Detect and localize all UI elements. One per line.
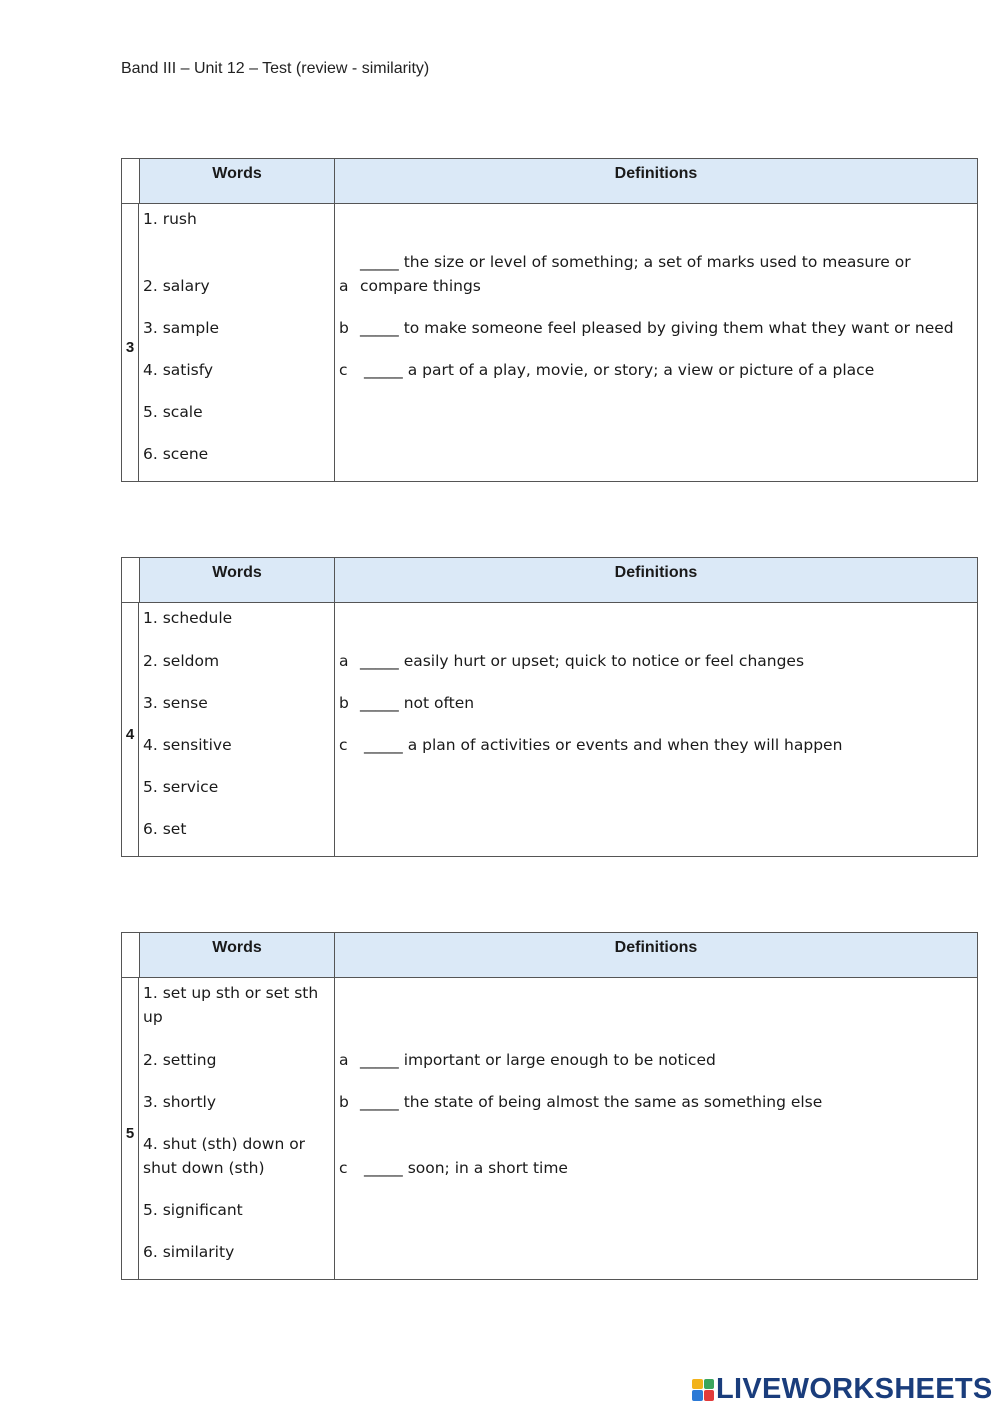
- definition-letter: b: [339, 319, 349, 337]
- exercise-table-4: [121, 557, 978, 857]
- word-item: 5. scale: [143, 403, 203, 421]
- definition-text: to make someone feel pleased by giving them what they want or need: [403, 319, 954, 337]
- definition-text: important or large enough to be noticed: [403, 1051, 716, 1069]
- logo-square: [704, 1379, 715, 1390]
- words-header: Words: [140, 558, 335, 602]
- word-item: 5. service: [143, 778, 219, 796]
- definition-letter: c: [339, 361, 348, 379]
- words-column: [139, 603, 335, 857]
- word-item: 6. set: [143, 820, 187, 838]
- header-number-cell: [122, 159, 140, 203]
- definition-item: [339, 649, 969, 673]
- answer-blank[interactable]: _____: [360, 253, 399, 271]
- word-item: 6. similarity: [143, 1243, 235, 1261]
- word-item: 2. salary: [143, 277, 210, 295]
- definition-item: [339, 358, 969, 382]
- header-number-cell: [122, 558, 140, 602]
- logo-square: [692, 1379, 703, 1390]
- answer-blank[interactable]: _____: [364, 1159, 403, 1177]
- answer-blank[interactable]: _____: [364, 736, 403, 754]
- exercise-number: 4: [122, 603, 139, 857]
- answer-blank[interactable]: _____: [364, 361, 403, 379]
- definition-item: [339, 250, 969, 298]
- table-body: [122, 204, 977, 482]
- words-column: [139, 204, 335, 482]
- word-item: 3. sample: [143, 319, 220, 337]
- logo-square: [692, 1390, 703, 1401]
- definition-text: the state of being almost the same as something else: [403, 1093, 823, 1111]
- table-body: [122, 978, 977, 1280]
- answer-blank[interactable]: _____: [360, 694, 399, 712]
- table-body: [122, 603, 977, 857]
- table-header: [122, 558, 977, 603]
- words-column: [139, 978, 335, 1280]
- words-header: Words: [140, 933, 335, 977]
- word-item: 4. sensitive: [143, 736, 232, 754]
- page-title: Band III – Unit 12 – Test (review - similarity): [121, 60, 430, 77]
- definition-item: [339, 316, 969, 340]
- definition-item: [339, 733, 969, 757]
- definition-text: soon; in a short time: [407, 1159, 568, 1177]
- answer-blank[interactable]: _____: [360, 1051, 399, 1069]
- word-item: 4. shut (sth) down or shut down (sth): [143, 1135, 306, 1177]
- definition-item: [339, 1156, 969, 1180]
- exercise-table-5: [121, 932, 978, 1280]
- exercise-number: 3: [122, 204, 139, 482]
- word-item: 2. seldom: [143, 652, 220, 670]
- table-header: [122, 933, 977, 978]
- definition-text: not often: [403, 694, 475, 712]
- definitions-column: [335, 204, 977, 482]
- definitions-column: [335, 978, 977, 1280]
- exercise-table-3: [121, 158, 978, 482]
- definition-text: a plan of activities or events and when they will happen: [407, 736, 843, 754]
- liveworksheets-logo-icon: [692, 1379, 714, 1401]
- answer-blank[interactable]: _____: [360, 652, 399, 670]
- answer-blank[interactable]: _____: [360, 319, 399, 337]
- definitions-header: Definitions: [335, 558, 977, 602]
- definition-letter: a: [339, 277, 349, 295]
- definition-letter: c: [339, 1159, 348, 1177]
- table-header: [122, 159, 977, 204]
- words-header: Words: [140, 159, 335, 203]
- definition-letter: a: [339, 652, 349, 670]
- definition-letter: a: [339, 1051, 349, 1069]
- word-item: 1. rush: [143, 210, 197, 228]
- word-item: 5. significant: [143, 1201, 243, 1219]
- word-item: 3. shortly: [143, 1093, 217, 1111]
- brand-name: LIVEWORKSHEETS: [716, 1373, 993, 1405]
- logo-square: [704, 1390, 715, 1401]
- definition-letter: b: [339, 694, 349, 712]
- word-item: 6. scene: [143, 445, 209, 463]
- word-item: 3. sense: [143, 694, 208, 712]
- definitions-column: [335, 603, 977, 857]
- answer-blank[interactable]: _____: [360, 1093, 399, 1111]
- word-item: 2. setting: [143, 1051, 217, 1069]
- word-item: 1. schedule: [143, 609, 233, 627]
- exercise-number: 5: [122, 978, 139, 1280]
- definitions-header: Definitions: [335, 933, 977, 977]
- definitions-header: Definitions: [335, 159, 977, 203]
- definition-item: [339, 1090, 969, 1114]
- word-item: 1. set up sth or set sth up: [143, 984, 319, 1026]
- definition-text: easily hurt or upset; quick to notice or feel changes: [403, 652, 805, 670]
- definition-letter: b: [339, 1093, 349, 1111]
- definition-letter: c: [339, 736, 348, 754]
- definition-text: the size or level of something; a set of marks used to measure or compare things: [360, 253, 911, 295]
- definition-item: [339, 691, 969, 715]
- definition-item: [339, 1048, 969, 1072]
- definition-text: a part of a play, movie, or story; a view or picture of a place: [407, 361, 875, 379]
- header-number-cell: [122, 933, 140, 977]
- liveworksheets-logo[interactable]: [692, 1373, 993, 1406]
- word-item: 4. satisfy: [143, 361, 214, 379]
